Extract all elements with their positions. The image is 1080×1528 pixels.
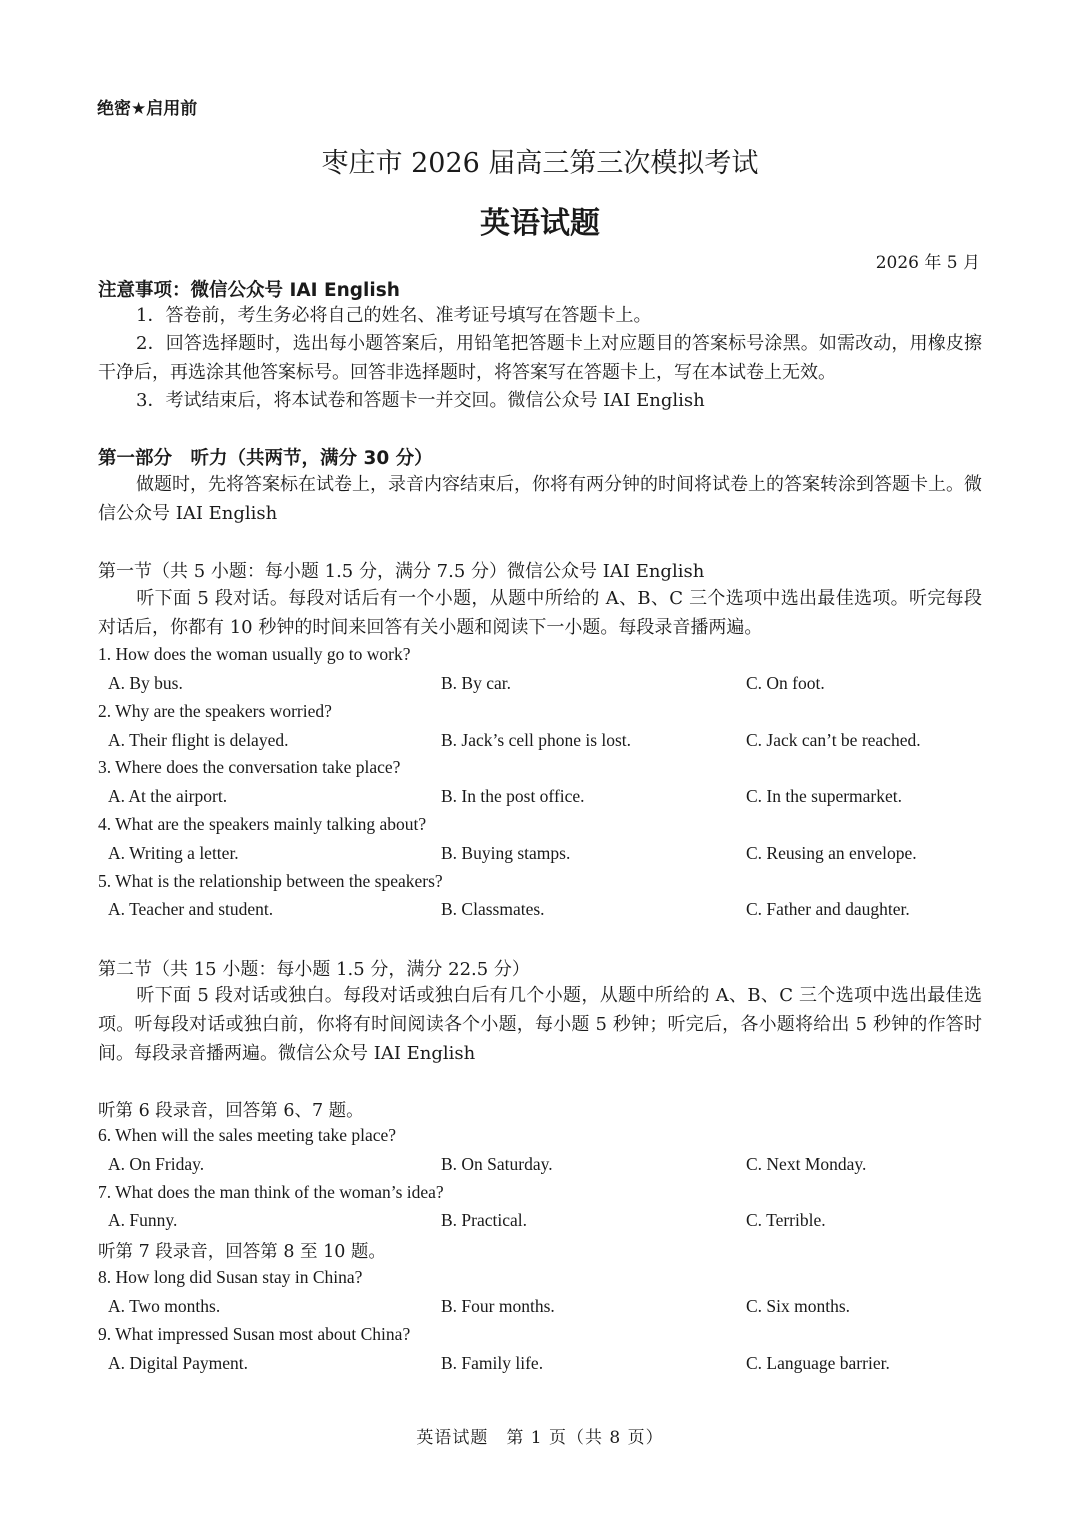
option-9b: B. Family life. <box>441 1353 544 1373</box>
option-4b: B. Buying stamps. <box>441 843 571 863</box>
question-2: 2. Why are the speakers worried? <box>98 701 332 721</box>
option-3a: A. At the airport. <box>108 786 228 806</box>
page-footer: 英语试题 第 1 页（共 8 页） <box>416 1428 664 1448</box>
question-5: 5. What is the relationship between the speakers? <box>98 871 443 891</box>
notice-heading: 注意事项：微信公众号 IAI English <box>98 280 400 301</box>
question-8: 8. How long did Susan stay in China? <box>98 1267 363 1287</box>
option-7c: C. Terrible. <box>746 1210 826 1230</box>
option-1c: C. On foot. <box>746 673 825 693</box>
part1-heading: 第一部分 听力（共两节，满分 30 分） <box>98 448 433 469</box>
listen-instruction-6: 听第 6 段录音，回答第 6、7 题。 <box>98 1101 364 1121</box>
question-6: 6. When will the sales meeting take place? <box>98 1125 397 1145</box>
option-9a: A. Digital Payment. <box>108 1353 248 1373</box>
option-4c: C. Reusing an envelope. <box>746 843 917 863</box>
option-6b: B. On Saturday. <box>441 1154 553 1174</box>
exam-title: 枣庄市 2026 届高三第三次模拟考试 <box>321 148 759 179</box>
option-8c: C. Six months. <box>746 1296 851 1316</box>
option-7a: A. Funny. <box>108 1210 178 1230</box>
section2-intro: 听下面 5 段对话或独白。每段对话或独白后有几个小题，从题中所给的 A、B、C 三个选项中选出最佳选项。听每段对话或独白前，你将有时间阅读各个小题，每小题 5 秒钟；听完后，各小题将给出 5 秒钟的作答时间。每段录音播两遍。微信公众号 IAI English <box>98 985 982 1064</box>
part1-intro: 做题时，先将答案标在试卷上，录音内容结束后，你将有两分钟的时间将试卷上的答案转涂到答题卡上。微信公众号 IAI English <box>98 474 982 524</box>
notice-item-1: 1．答卷前，考生务必将自己的姓名、准考证号填写在答题卡上。 <box>136 305 652 326</box>
option-6a: A. On Friday. <box>108 1154 205 1174</box>
confidential-label: 绝密★启用前 <box>97 99 198 119</box>
exam-subtitle: 英语试题 <box>480 206 600 241</box>
option-3c: C. In the supermarket. <box>746 786 902 806</box>
question-1: 1. How does the woman usually go to work? <box>98 644 411 664</box>
option-2b: B. Jack’s cell phone is lost. <box>441 730 632 750</box>
notice-item-2: 2．回答选择题时，选出每小题答案后，用铅笔把答题卡上对应题目的答案标号涂黑。如需改动，用橡皮擦干净后，再选涂其他答案标号。回答非选择题时，将答案写在答题卡上，写在本试卷上无效。 <box>98 333 982 383</box>
exam-date: 2026 年 5 月 <box>875 253 980 273</box>
option-9c: C. Language barrier. <box>746 1353 890 1373</box>
option-8a: A. Two months. <box>108 1296 221 1316</box>
section2-heading: 第二节（共 15 小题：每小题 1.5 分，满分 22.5 分） <box>98 959 530 980</box>
question-4: 4. What are the speakers mainly talking about? <box>98 814 427 834</box>
section1-intro: 听下面 5 段对话。每段对话后有一个小题，从题中所给的 A、B、C 三个选项中选出最佳选项。听完每段对话后，你都有 10 秒钟的时间来回答有关小题和阅读下一小题。每段录音播两遍。 <box>98 588 982 638</box>
option-8b: B. Four months. <box>441 1296 555 1316</box>
option-2a: A. Their flight is delayed. <box>108 730 289 750</box>
option-3b: B. In the post office. <box>441 786 585 806</box>
option-7b: B. Practical. <box>441 1210 528 1230</box>
question-3: 3. Where does the conversation take place? <box>98 757 401 777</box>
option-4a: A. Writing a letter. <box>108 843 239 863</box>
option-6c: C. Next Monday. <box>746 1154 867 1174</box>
option-5a: A. Teacher and student. <box>108 899 274 919</box>
option-1a: A. By bus. <box>108 673 183 693</box>
section1-heading: 第一节（共 5 小题：每小题 1.5 分，满分 7.5 分）微信公众号 IAI English <box>98 561 705 582</box>
option-5c: C. Father and daughter. <box>746 899 910 919</box>
listen-instruction-7: 听第 7 段录音，回答第 8 至 10 题。 <box>98 1242 386 1262</box>
option-5b: B. Classmates. <box>441 899 545 919</box>
option-2c: C. Jack can’t be reached. <box>746 730 921 750</box>
question-7: 7. What does the man think of the woman’s idea? <box>98 1182 444 1202</box>
question-9: 9. What impressed Susan most about China? <box>98 1324 411 1344</box>
option-1b: B. By car. <box>441 673 511 693</box>
notice-item-3: 3．考试结束后，将本试卷和答题卡一并交回。微信公众号 IAI English <box>136 390 705 411</box>
